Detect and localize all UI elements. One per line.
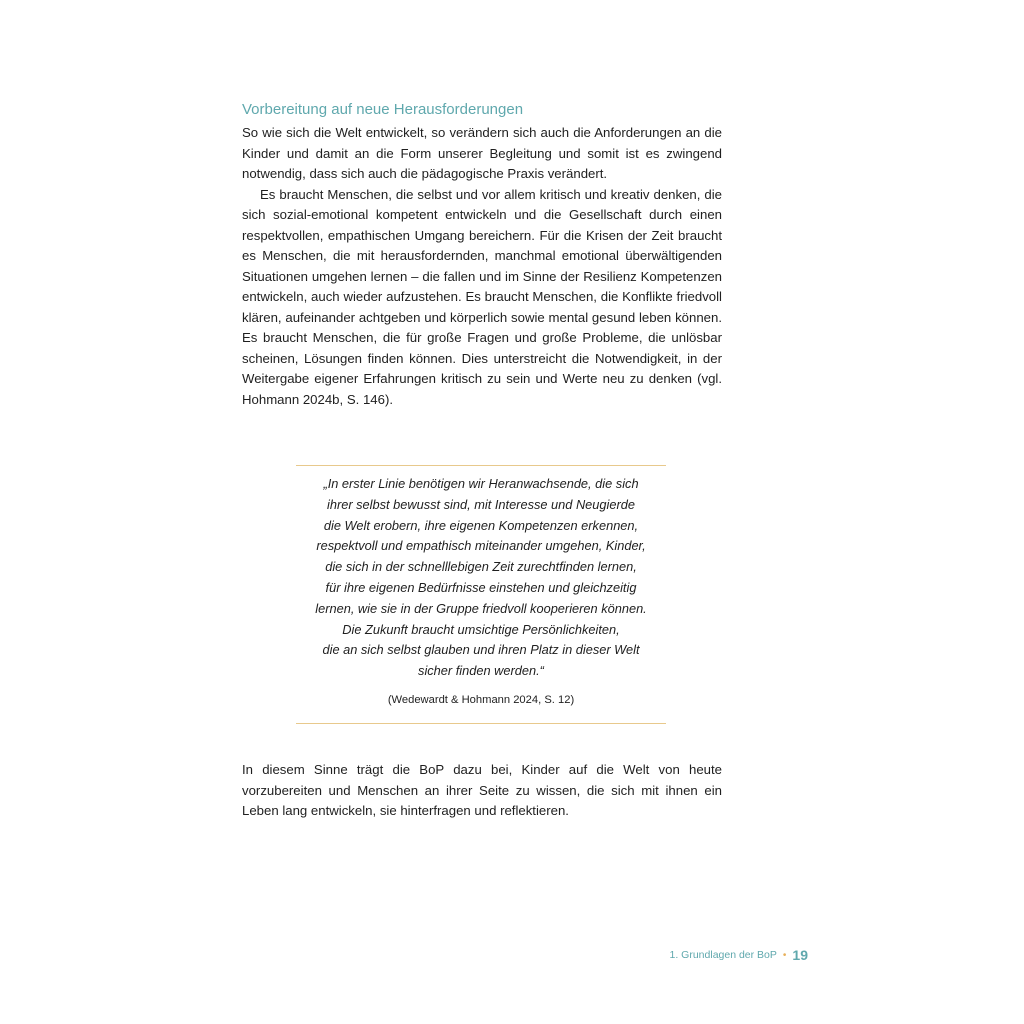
- page-number: 19: [792, 947, 808, 963]
- quote-text: „In erster Linie benötigen wir Heranwachsende, die sich ihrer selbst bewusst sind, mit Interesse und Neugierde die Welt erobern, ihre eigenen Kompetenzen erkennen, respektvoll und empathisch miteinander umgehen, Kinder, die sich in der schnelllebigen Zeit zurechtfinden lernen, für ihre eigenen Bedürfnisse einstehen und gleichzeitig lernen, wie sie in der Gruppe friedvoll kooperieren können. Die Zukunft braucht umsichtige Persönlichkeiten, die an sich selbst glauben und ihren Platz in dieser Welt sicher finden werden.“: [315, 476, 647, 679]
- paragraph-2: Es braucht Menschen, die selbst und vor allem kritisch und kreativ denken, die sich sozial-emotional kompetent entwickeln und die Gesellschaft durch einen respektvollen, empathischen Umgang bereichern. Für die Krisen der Zeit braucht es Menschen, die mit herausfordernden, manchmal emotional überwältigenden Situationen umgehen lernen – die fallen und im Sinne der Resilienz Kompetenzen entwickeln, auch wieder aufzustehen. Es braucht Menschen, die Konflikte friedvoll klären, aufeinander achtgeben und körperlich sowie mental gesund leben können. Es braucht Menschen, die für große Fragen und große Probleme, die unlösbar scheinen, Lösungen finden können. Dies unterstreicht die Notwendigkeit, in der Weitergabe eigener Erfahrungen kritisch zu sein und Werte neu zu denken (vgl. Hohmann 2024b, S. 146).: [242, 186, 722, 407]
- closing-text-block: [242, 760, 722, 822]
- closing-paragraph: In diesem Sinne trägt die BoP dazu bei, Kinder auf die Welt von heute vorzubereiten und Menschen an ihrer Seite zu wissen, die sich mit ihnen ein Leben lang entwickeln, sie hinterfragen und reflektieren.: [242, 762, 722, 818]
- quote-top-rule: [296, 465, 666, 466]
- quote-box: [296, 465, 666, 721]
- paragraph-1: So wie sich die Welt entwickelt, so verändern sich auch die Anforderungen an die Kinder und damit an die Form unserer Begleitung und somit ist es zwingend notwendig, dass sich auch die pädagogische Praxis verändert.: [242, 125, 722, 181]
- page-footer: [670, 947, 809, 963]
- footer-separator: •: [782, 949, 787, 961]
- quote-bottom-rule: [296, 723, 666, 724]
- main-text-block: [242, 100, 722, 410]
- section-heading: Vorbereitung auf neue Herausforderungen: [242, 101, 524, 118]
- quote-source: (Wedewardt & Hohmann 2024, S. 12): [387, 693, 575, 706]
- chapter-label: 1. Grundlagen der BoP: [669, 949, 777, 961]
